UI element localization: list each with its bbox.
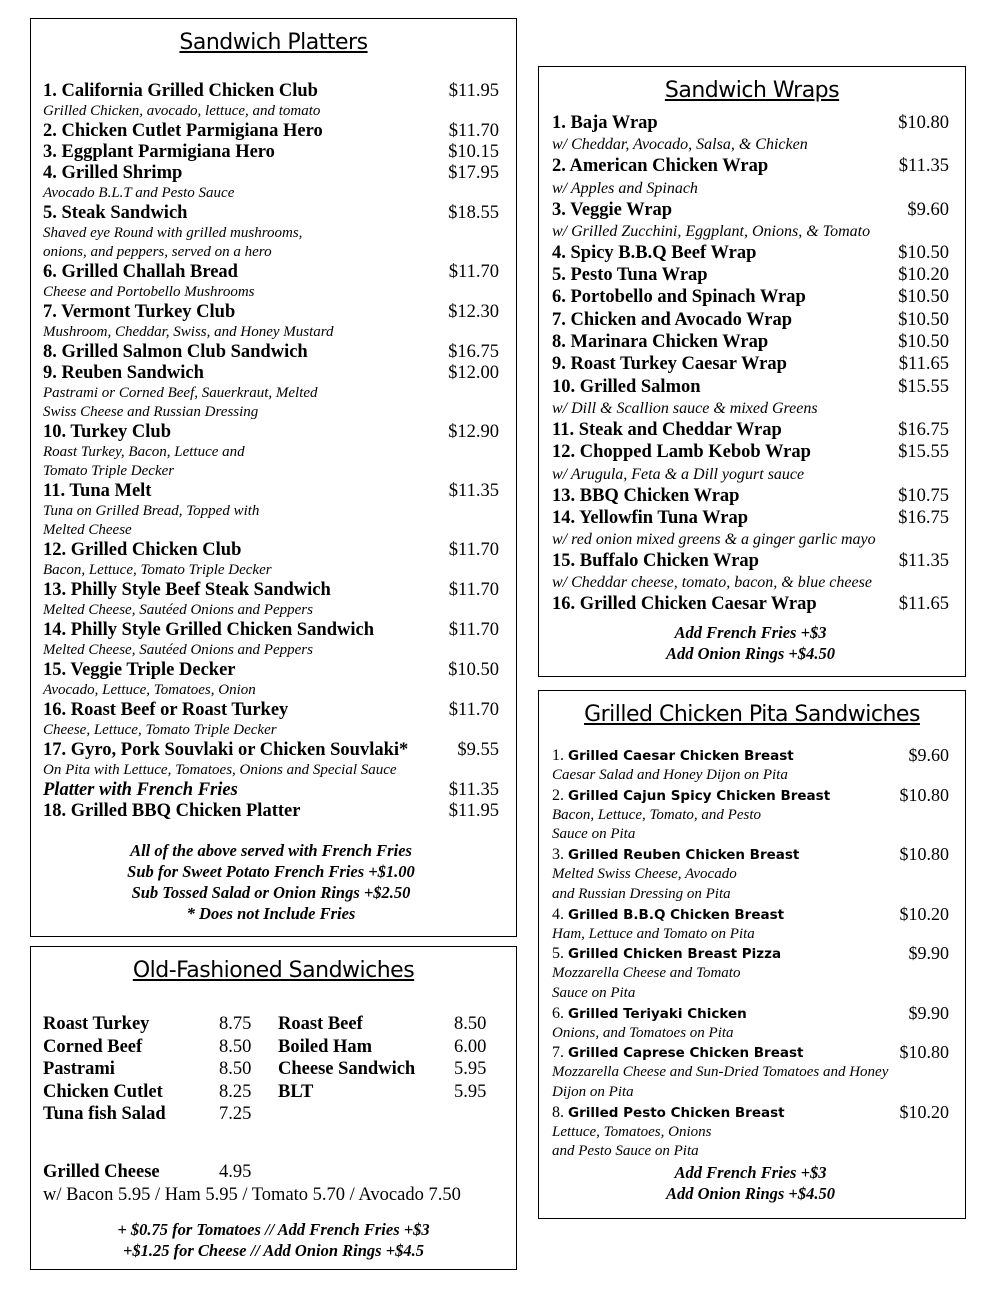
item-price: $11.65: [898, 594, 949, 615]
sandwich-price: 8.50: [219, 1036, 252, 1057]
menu-item: [43, 780, 499, 801]
item-price: $9.60: [907, 199, 949, 220]
item-name: 10. Grilled Salmon: [552, 376, 701, 397]
item-price: $11.65: [898, 354, 949, 375]
item-price: $15.55: [898, 442, 949, 463]
menu-item: [552, 1004, 949, 1024]
menu-item: [43, 660, 499, 681]
menu-item: [552, 746, 949, 766]
menu-item: [552, 944, 949, 964]
sandwich-price: 6.00: [454, 1036, 487, 1057]
sandwich-name: [43, 1059, 115, 1080]
item-price: $10.75: [898, 485, 949, 506]
item-name: 3. Eggplant Parmigiana Hero: [43, 142, 275, 162]
note-line: Sub Tossed Salad or Onion Rings +$2.50: [131, 883, 411, 902]
menu-item: [552, 242, 949, 264]
item-number: 4.: [552, 905, 564, 923]
name-text: Corned Beef: [43, 1036, 143, 1057]
item-price: $11.35: [448, 481, 499, 501]
item-name: 11. Steak and Cheddar Wrap: [552, 419, 782, 440]
menu-item: [43, 302, 499, 323]
item-description: Cheese and Portobello Mushrooms: [43, 284, 255, 300]
menu-item: [43, 262, 499, 283]
item-name: 4. Grilled Shrimp: [43, 163, 183, 183]
item-name: 9. Reuben Sandwich: [43, 363, 204, 383]
item-price: $10.50: [898, 309, 949, 330]
item-description: Shaved eye Round with grilled mushrooms,: [43, 225, 303, 241]
grilled-cheese-name: [43, 1162, 160, 1183]
menu-item: [43, 342, 499, 363]
item-description: Melted Cheese, Sautéed Onions and Peppers: [43, 642, 313, 658]
item-description: Tomato Triple Decker: [43, 463, 175, 479]
item-price: $12.30: [448, 302, 499, 322]
item-number: 7.: [552, 1044, 564, 1062]
old-fashioned-notes: [31, 1219, 516, 1261]
item-name: 6. Grilled Challah Bread: [43, 262, 238, 282]
menu-item: [552, 309, 949, 331]
item-price: $10.80: [899, 1042, 949, 1063]
note-line: +$1.25 for Cheese // Add Onion Rings +$4.5: [122, 1241, 425, 1260]
item-price: $10.20: [899, 903, 949, 924]
item-description: Caesar Salad and Honey Dijon on Pita: [552, 767, 788, 783]
item-description: w/ Arugula, Feta & a Dill yogurt sauce: [552, 465, 805, 483]
section-title: Grilled Chicken Pita Sandwiches: [584, 702, 920, 727]
item-price: $12.00: [448, 363, 499, 383]
item-price: $16.75: [898, 507, 949, 528]
item-price: $9.90: [908, 943, 949, 964]
section-title: Old-Fashioned Sandwiches: [132, 958, 415, 983]
item-price: $10.50: [448, 660, 499, 680]
item-description: Bacon, Lettuce, Tomato, and Pesto: [552, 806, 762, 823]
sandwich-price: 8.75: [219, 1014, 252, 1034]
sandwich-name: [43, 1037, 142, 1058]
item-price: $17.95: [448, 163, 499, 183]
item-description: w/ Cheddar cheese, tomato, bacon, & blue cheese: [552, 574, 872, 592]
menu-item: [552, 485, 949, 507]
item-number: 8.: [552, 1103, 564, 1121]
item-name: 14. Yellowfin Tuna Wrap: [552, 507, 749, 528]
name-text: BLT: [278, 1081, 314, 1102]
note-line: * Does not Include Fries: [186, 904, 356, 923]
item-number: 3.: [552, 846, 564, 864]
item-price: $11.35: [898, 156, 949, 177]
item-description: Tuna on Grilled Bread, Topped with: [43, 503, 260, 519]
note-line: Add French Fries +$3: [674, 1163, 827, 1183]
item-name: 16. Grilled Chicken Caesar Wrap: [552, 594, 817, 615]
item-name: Grilled Cajun Spicy Chicken Breast: [568, 787, 831, 804]
menu-item: [552, 331, 949, 353]
platter-notes: [43, 840, 499, 924]
menu-item: [43, 540, 499, 561]
sandwich-price: 8.50: [454, 1014, 487, 1034]
name-text: Grilled Cheese: [43, 1162, 160, 1182]
item-name: 16. Roast Beef or Roast Turkey: [43, 700, 289, 720]
menu-item: [43, 620, 499, 641]
item-description: Sauce on Pita: [552, 826, 636, 843]
menu-item: [43, 580, 499, 601]
item-price: $11.35: [448, 780, 499, 800]
item-name: 11. Tuna Melt: [43, 481, 152, 501]
note-line: + $0.75 for Tomatoes // Add French Fries +$3: [117, 1220, 430, 1239]
wraps-list: [552, 112, 949, 664]
name-text: Roast Turkey: [43, 1014, 150, 1034]
item-description: Ham, Lettuce and Tomato on Pita: [552, 925, 755, 942]
grilled-cheese-price: 4.95: [219, 1162, 252, 1182]
pita-sandwiches-section: [538, 690, 966, 1219]
menu-item: [552, 441, 949, 463]
item-name: 18. Grilled BBQ Chicken Platter: [43, 801, 301, 821]
section-title: Sandwich Wraps: [664, 78, 840, 103]
menu-item: [552, 845, 949, 865]
note-line: Add Onion Rings +$4.50: [666, 643, 835, 663]
item-price: $18.55: [448, 203, 499, 223]
item-name: 1. Baja Wrap: [552, 113, 658, 133]
item-name: 13. Philly Style Beef Steak Sandwich: [43, 580, 331, 600]
item-name: 17. Gyro, Pork Souvlaki or Chicken Souvlaki*: [43, 740, 409, 760]
item-name: 4. Spicy B.B.Q Beef Wrap: [552, 242, 757, 263]
menu-item: [43, 363, 499, 384]
item-description: Melted Swiss Cheese, Avocado: [552, 866, 737, 883]
item-description: Mozzarella Cheese and Tomato: [552, 965, 741, 982]
name-text: Tuna fish Salad: [43, 1104, 166, 1124]
item-name: Grilled Reuben Chicken Breast: [568, 847, 800, 864]
platters-list: [43, 81, 499, 924]
item-price: $9.60: [908, 745, 949, 765]
item-description: Bacon, Lettuce, Tomato Triple Decker: [43, 562, 272, 578]
menu-item: [552, 376, 949, 398]
item-name: 14. Philly Style Grilled Chicken Sandwich: [43, 620, 374, 640]
item-description: Mozzarella Cheese and Sun-Dried Tomatoes and Honey: [552, 1064, 889, 1081]
sandwich-price: 8.50: [219, 1059, 252, 1079]
item-description: Sauce on Pita: [552, 984, 636, 1001]
note-line: All of the above served with French Fries: [130, 841, 412, 860]
name-text: Roast Beef: [278, 1014, 363, 1034]
menu-item: [552, 199, 949, 221]
item-price: $10.80: [899, 844, 949, 865]
menu-item: [552, 1103, 949, 1123]
item-name: 7. Chicken and Avocado Wrap: [552, 309, 793, 330]
item-price: $11.70: [448, 540, 499, 560]
menu-item: [43, 801, 499, 822]
sandwich-name: [278, 1014, 363, 1035]
wrap-notes: [552, 622, 949, 664]
sandwich-price: 5.95: [454, 1059, 487, 1079]
menu-item: [552, 786, 949, 806]
sandwich-name: [278, 1037, 372, 1058]
item-name: 12. Chopped Lamb Kebob Wrap: [552, 442, 811, 463]
item-name: 10. Turkey Club: [43, 422, 172, 442]
menu-item: [552, 507, 949, 529]
pita-notes: [552, 1162, 949, 1204]
item-price: $10.20: [898, 265, 949, 286]
menu-item: [552, 112, 949, 134]
menu-item: [552, 353, 949, 375]
item-description: w/ red onion mixed greens & a ginger garlic mayo: [552, 531, 876, 549]
item-name: 2. Chicken Cutlet Parmigiana Hero: [43, 121, 323, 141]
item-name: 8. Grilled Salmon Club Sandwich: [43, 342, 308, 362]
item-price: $11.70: [448, 121, 499, 141]
item-name: Grilled B.B.Q Chicken Breast: [568, 906, 785, 923]
menu-item: [43, 481, 499, 502]
menu-item: [43, 81, 499, 102]
item-number: 1.: [552, 747, 564, 764]
item-description: Melted Cheese: [43, 522, 132, 538]
sandwich-name: [43, 1082, 163, 1103]
item-description: w/ Dill & Scallion sauce & mixed Greens: [552, 399, 818, 417]
item-name: 5. Pesto Tuna Wrap: [552, 265, 708, 286]
item-description: Dijon on Pita: [552, 1084, 634, 1101]
item-price: $10.50: [898, 287, 949, 308]
item-description: w/ Apples and Spinach: [552, 179, 698, 197]
sandwich-name: [278, 1082, 313, 1103]
menu-item: [43, 121, 499, 142]
item-name: Grilled Chicken Breast Pizza: [568, 946, 782, 963]
section-title: Sandwich Platters: [179, 30, 368, 55]
sandwich-wraps-section: [538, 66, 966, 677]
item-description: Lettuce, Tomatoes, Onions: [552, 1123, 712, 1140]
item-name: 9. Roast Turkey Caesar Wrap: [552, 354, 787, 375]
item-name: 12. Grilled Chicken Club: [43, 540, 242, 560]
old-fashioned-section: [30, 946, 517, 1270]
name-text: Pastrami: [43, 1059, 115, 1079]
item-price: $11.70: [448, 580, 499, 600]
sandwich-name: [43, 1104, 166, 1125]
item-description: Avocado, Lettuce, Tomatoes, Onion: [43, 682, 256, 698]
item-description: Swiss Cheese and Russian Dressing: [43, 404, 259, 420]
item-price: $11.95: [448, 801, 499, 821]
item-price: $10.50: [898, 242, 949, 263]
menu-item: [552, 550, 949, 572]
item-name: 6. Portobello and Spinach Wrap: [552, 287, 806, 308]
item-description: Roast Turkey, Bacon, Lettuce and: [43, 444, 245, 460]
item-price: $10.50: [898, 332, 949, 353]
menu-item: [552, 155, 949, 177]
item-price: $16.75: [898, 419, 949, 440]
item-name: 3. Veggie Wrap: [552, 199, 673, 220]
menu-item: [552, 419, 949, 441]
item-price: $9.90: [908, 1002, 949, 1023]
item-price: $11.70: [448, 262, 499, 282]
sandwich-platters-section: [30, 18, 517, 937]
item-description: On Pita with Lettuce, Tomatoes, Onions and Special Sauce: [43, 762, 397, 778]
sandwich-name: [278, 1059, 415, 1080]
item-number: 5.: [552, 945, 564, 963]
menu-item: [43, 163, 499, 184]
menu-item: [43, 203, 499, 224]
item-name: 5. Steak Sandwich: [43, 203, 188, 223]
item-description: w/ Cheddar, Avocado, Salsa, & Chicken: [552, 136, 808, 154]
grilled-cheese-addons: w/ Bacon 5.95 / Ham 5.95 / Tomato 5.70 / Avocado 7.50: [43, 1185, 461, 1205]
item-name: 15. Buffalo Chicken Wrap: [552, 551, 759, 572]
item-price: $11.70: [448, 620, 499, 640]
sandwich-name: [43, 1014, 149, 1035]
item-name: 13. BBQ Chicken Wrap: [552, 485, 740, 506]
item-name: 8. Marinara Chicken Wrap: [552, 332, 769, 353]
item-description: w/ Grilled Zucchini, Eggplant, Onions, & Tomato: [552, 222, 871, 240]
item-price: $12.90: [448, 422, 499, 442]
note-line: Add Onion Rings +$4.50: [666, 1184, 835, 1204]
name-text: Cheese Sandwich: [278, 1059, 416, 1079]
item-description: and Pesto Sauce on Pita: [552, 1143, 699, 1160]
sandwich-price: 8.25: [219, 1081, 252, 1102]
item-description: Grilled Chicken, avocado, lettuce, and tomato: [43, 103, 321, 119]
pita-list: [552, 746, 949, 1204]
item-description: Mushroom, Cheddar, Swiss, and Honey Mustard: [43, 324, 334, 340]
item-name: Platter with French Fries: [43, 780, 238, 800]
sandwich-price: 5.95: [454, 1081, 487, 1102]
sandwich-price: 7.25: [219, 1104, 252, 1124]
item-name: 15. Veggie Triple Decker: [43, 660, 236, 680]
item-name: 7. Vermont Turkey Club: [43, 302, 236, 322]
item-price: $16.75: [448, 342, 499, 362]
item-name: Grilled Pesto Chicken Breast: [568, 1104, 785, 1121]
item-description: Avocado B.L.T and Pesto Sauce: [43, 185, 235, 201]
item-description: Pastrami or Corned Beef, Sauerkraut, Melted: [43, 385, 318, 401]
name-text: Boiled Ham: [278, 1036, 373, 1057]
menu-item: [552, 1043, 949, 1063]
menu-item: [43, 422, 499, 443]
item-description: Cheese, Lettuce, Tomato Triple Decker: [43, 722, 277, 738]
item-description: Melted Cheese, Sautéed Onions and Peppers: [43, 602, 313, 618]
menu-item: [43, 700, 499, 721]
item-description: Onions, and Tomatoes on Pita: [552, 1024, 734, 1041]
item-price: $10.20: [899, 1101, 949, 1122]
item-description: onions, and peppers, served on a hero: [43, 244, 272, 260]
item-price: $15.55: [898, 376, 949, 397]
item-price: $9.55: [457, 740, 499, 760]
menu-item: [552, 905, 949, 925]
item-price: $10.80: [898, 113, 949, 133]
item-name: Grilled Caesar Chicken Breast: [568, 748, 794, 764]
item-number: 6.: [552, 1004, 564, 1022]
item-price: $10.15: [448, 142, 499, 162]
item-name: 2. American Chicken Wrap: [552, 156, 769, 177]
menu-item: [43, 740, 499, 761]
item-name: Grilled Caprese Chicken Breast: [568, 1045, 804, 1062]
item-price: $10.80: [899, 784, 949, 805]
item-name: Grilled Teriyaki Chicken: [568, 1005, 747, 1022]
item-price: $11.35: [898, 551, 949, 572]
item-price: $11.70: [448, 700, 499, 720]
menu-item: [552, 593, 949, 615]
item-price: $11.95: [448, 81, 499, 101]
menu-item: [43, 142, 499, 163]
note-line: Sub for Sweet Potato French Fries +$1.00: [127, 862, 415, 881]
item-number: 2.: [552, 786, 564, 804]
item-name: 1. California Grilled Chicken Club: [43, 81, 318, 101]
menu-item: [552, 286, 949, 308]
note-line: Add French Fries +$3: [674, 622, 827, 642]
name-text: Chicken Cutlet: [43, 1081, 163, 1102]
item-description: and Russian Dressing on Pita: [552, 885, 731, 902]
menu-item: [552, 264, 949, 286]
